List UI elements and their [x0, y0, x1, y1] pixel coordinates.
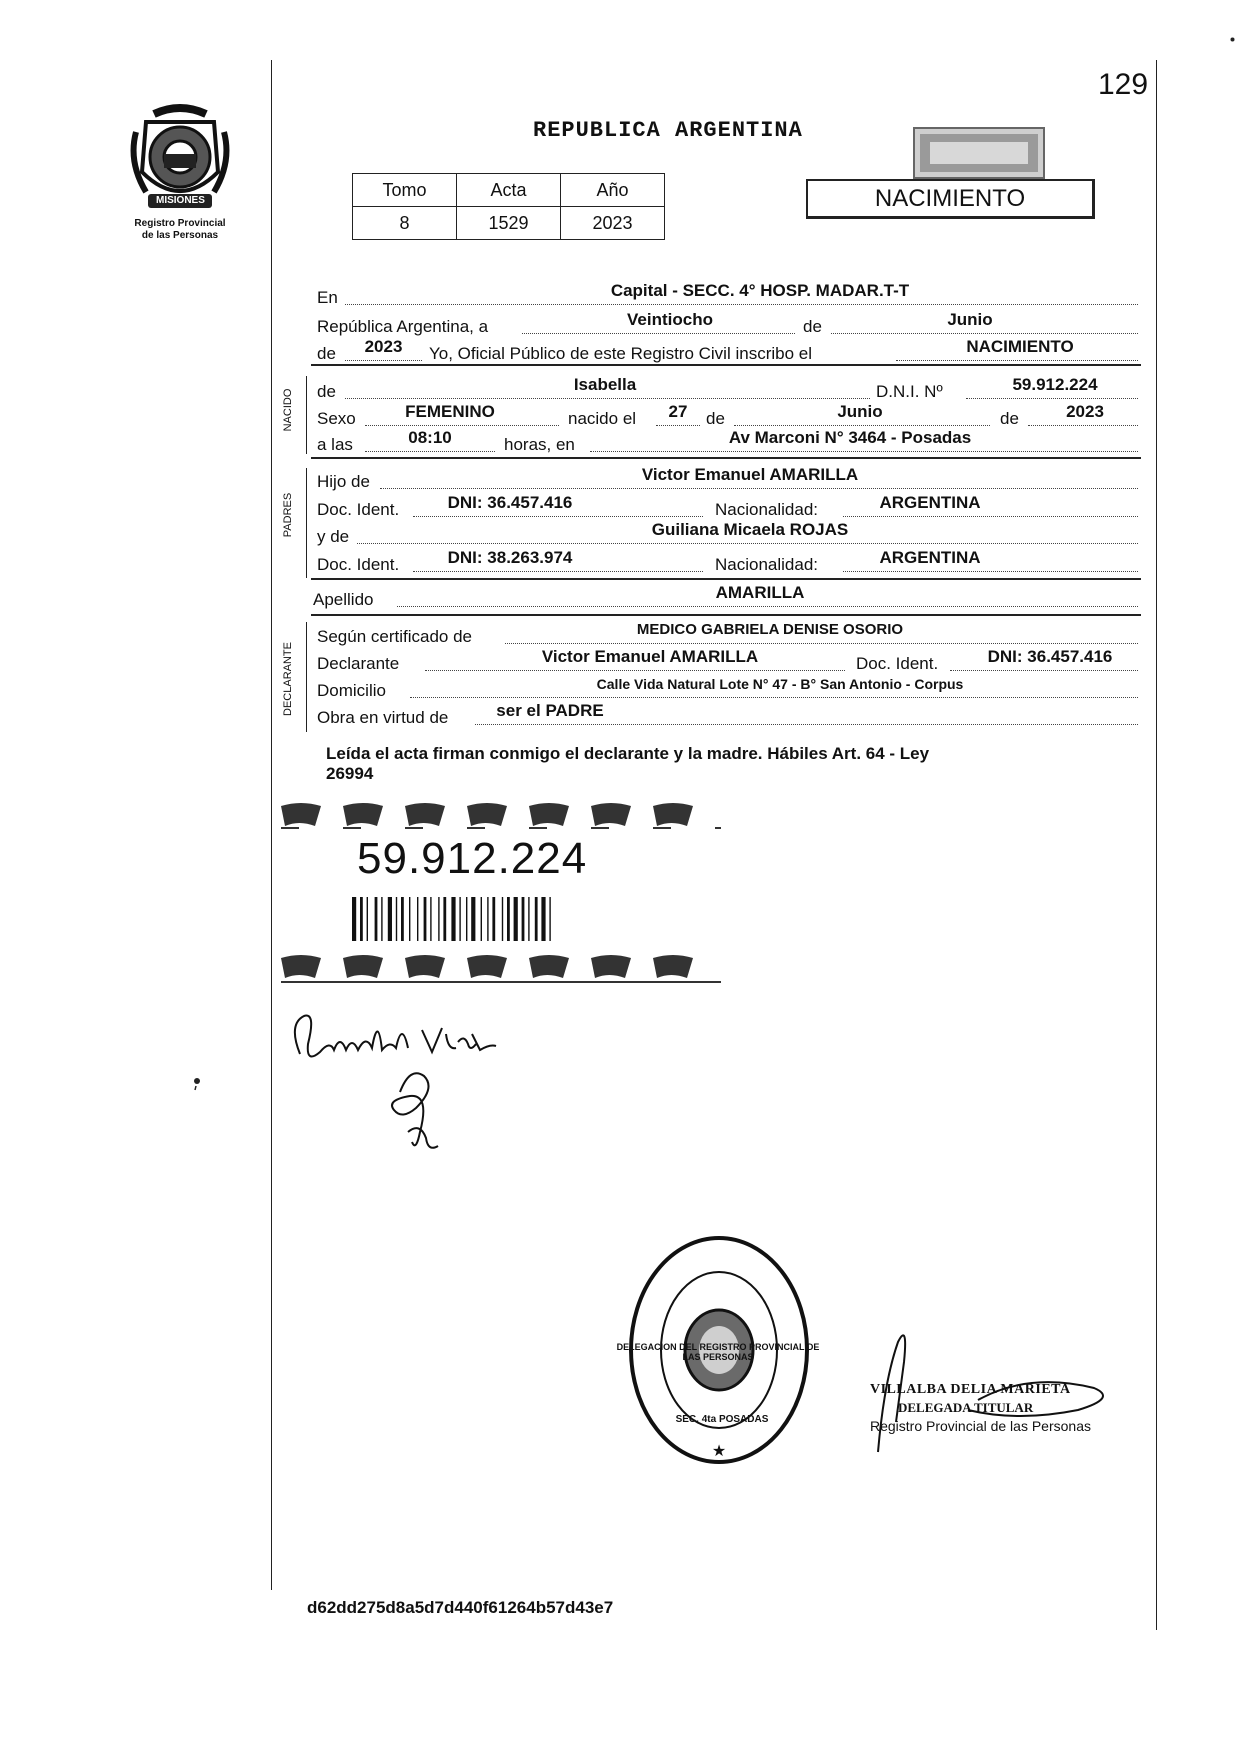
registrar-block: [870, 1382, 1110, 1434]
registrar-office: Registro Provincial de las Personas: [870, 1418, 1091, 1434]
divider-4: [311, 614, 1141, 616]
header-anio: Año: [561, 174, 665, 207]
svg-text:★: ★: [711, 1443, 727, 1460]
label-nacido-el: nacido el: [568, 409, 637, 428]
label-apellido: Apellido: [313, 590, 374, 609]
value-madre-doc: DNI: 38.263.974: [447, 548, 573, 567]
security-stamp: [912, 126, 1046, 180]
label-obra: Obra en virtud de: [317, 708, 449, 727]
right-margin-line: [1156, 60, 1157, 1630]
label-sexo: Sexo: [317, 409, 356, 428]
value-sexo: FEMENINO: [405, 402, 495, 421]
country-title: REPUBLICA ARGENTINA: [533, 118, 803, 143]
label-doc-declarante: Doc. Ident.: [856, 654, 939, 673]
label-a-las: a las: [317, 435, 353, 454]
value-lugar-nac: Av Marconi N° 3464 - Posadas: [728, 428, 972, 447]
label-horas-en: horas, en: [504, 435, 575, 454]
value-declarante: Victor Emanuel AMARILLA: [541, 647, 759, 666]
security-band-bottom: [281, 950, 721, 984]
value-anio-nac: 2023: [1066, 402, 1104, 421]
label-nac-madre: Nacionalidad:: [715, 555, 819, 574]
registrar-name: VILLALBA DELIA MARIETA: [870, 1382, 1071, 1397]
mother-signature: [380, 1062, 450, 1158]
section-declarante: DECLARANTE: [282, 642, 294, 716]
value-mes-inscripcion: Junio: [947, 310, 993, 329]
small-mark-left: [193, 1077, 201, 1091]
value-lugar: Capital - SECC. 4° HOSP. MADAR.T-T: [610, 281, 910, 300]
divider-1: [311, 364, 1141, 366]
value-madre: Guiliana Micaela ROJAS: [651, 520, 849, 539]
label-domicilio: Domicilio: [317, 681, 386, 700]
label-doc-padre: Doc. Ident.: [317, 500, 400, 519]
label-en: En: [317, 288, 338, 307]
act-type-box: NACIMIENTO: [806, 179, 1095, 219]
value-anio: 2023: [561, 207, 665, 240]
value-tipo-inscripcion: NACIMIENTO: [966, 337, 1074, 356]
registry-label: Registro Provincial de las Personas: [134, 218, 226, 241]
value-dia-letras: Veintiocho: [627, 310, 713, 329]
stamp-inner-text: SEC. 4ta POSADAS: [675, 1414, 769, 1425]
value-padre: Victor Emanuel AMARILLA: [641, 465, 859, 484]
divider-3: [311, 578, 1141, 580]
value-madre-nac: ARGENTINA: [879, 548, 981, 567]
official-stamp: [616, 1234, 820, 1466]
label-de-nombre: de: [317, 382, 336, 401]
label-segun-cert: Según certificado de: [317, 627, 472, 646]
stamp-outer-text: DELEGACION DEL REGISTRO PROVINCIAL DE LAS PERSONAS: [616, 1342, 820, 1362]
padres-bar: [306, 468, 307, 578]
closing-note-line1: Leída el acta firman conmigo el declarante y la madre. Hábiles Art. 64 - Ley: [326, 744, 930, 763]
logo-text: MISIONES: [156, 195, 205, 206]
value-acta: 1529: [457, 207, 561, 240]
label-hijo-de: Hijo de: [317, 472, 370, 491]
label-republica: República Argentina, a: [317, 317, 489, 336]
dni-large: 59.912.224: [357, 834, 588, 883]
label-y-de: y de: [317, 527, 350, 546]
value-padre-doc: DNI: 36.457.416: [447, 493, 573, 512]
value-dia-nac: 27: [668, 402, 688, 421]
registrar-title: DELEGADA TITULAR: [898, 1400, 1034, 1415]
label-dni: D.N.I. Nº: [876, 382, 943, 401]
section-nacido: NACIDO: [282, 388, 294, 432]
value-declarante-doc: DNI: 36.457.416: [987, 647, 1113, 666]
section-padres: PADRES: [282, 492, 294, 538]
label-nac-padre: Nacionalidad:: [715, 500, 819, 519]
value-domicilio: Calle Vida Natural Lote N° 47 - B° San Antonio - Corpus: [596, 676, 964, 692]
security-band-top: [281, 800, 721, 832]
barcode: [352, 897, 608, 941]
declarante-bar: [306, 622, 307, 732]
value-anio-inscripcion: 2023: [364, 337, 403, 356]
reference-table: [352, 173, 665, 240]
label-declarante: Declarante: [317, 654, 400, 673]
value-hora: 08:10: [408, 428, 452, 447]
value-apellido: AMARILLA: [715, 583, 805, 602]
value-mes-nac: Junio: [837, 402, 883, 421]
label-de-anio: de: [317, 344, 336, 363]
value-padre-nac: ARGENTINA: [879, 493, 981, 512]
header-tomo: Tomo: [353, 174, 457, 207]
value-tomo: 8: [353, 207, 457, 240]
header-acta: Acta: [457, 174, 561, 207]
value-dni: 59.912.224: [1012, 375, 1098, 394]
label-de-mes: de: [803, 317, 822, 336]
value-obra: ser el PADRE: [496, 701, 604, 720]
small-mark-top: [1230, 30, 1235, 37]
closing-note: [326, 744, 1136, 784]
left-margin-line: [271, 60, 272, 1590]
nacido-bar: [306, 376, 307, 454]
divider-2: [311, 457, 1141, 459]
page-number: 129: [1098, 68, 1149, 101]
label-doc-madre: Doc. Ident.: [317, 555, 400, 574]
value-certificado: MEDICO GABRIELA DENISE OSORIO: [636, 621, 904, 638]
label-de-mes-nac: de: [706, 409, 725, 428]
document-hash: d62dd275d8a5d7d440f61264b57d43e7: [307, 1598, 614, 1617]
registry-logo: [126, 102, 234, 214]
value-nombre: Isabella: [573, 375, 637, 394]
label-yo-oficial: Yo, Oficial Público de este Registro Civil inscribo el: [429, 344, 812, 363]
closing-note-line2: 26994: [326, 764, 374, 783]
label-de-anio-nac: de: [1000, 409, 1019, 428]
